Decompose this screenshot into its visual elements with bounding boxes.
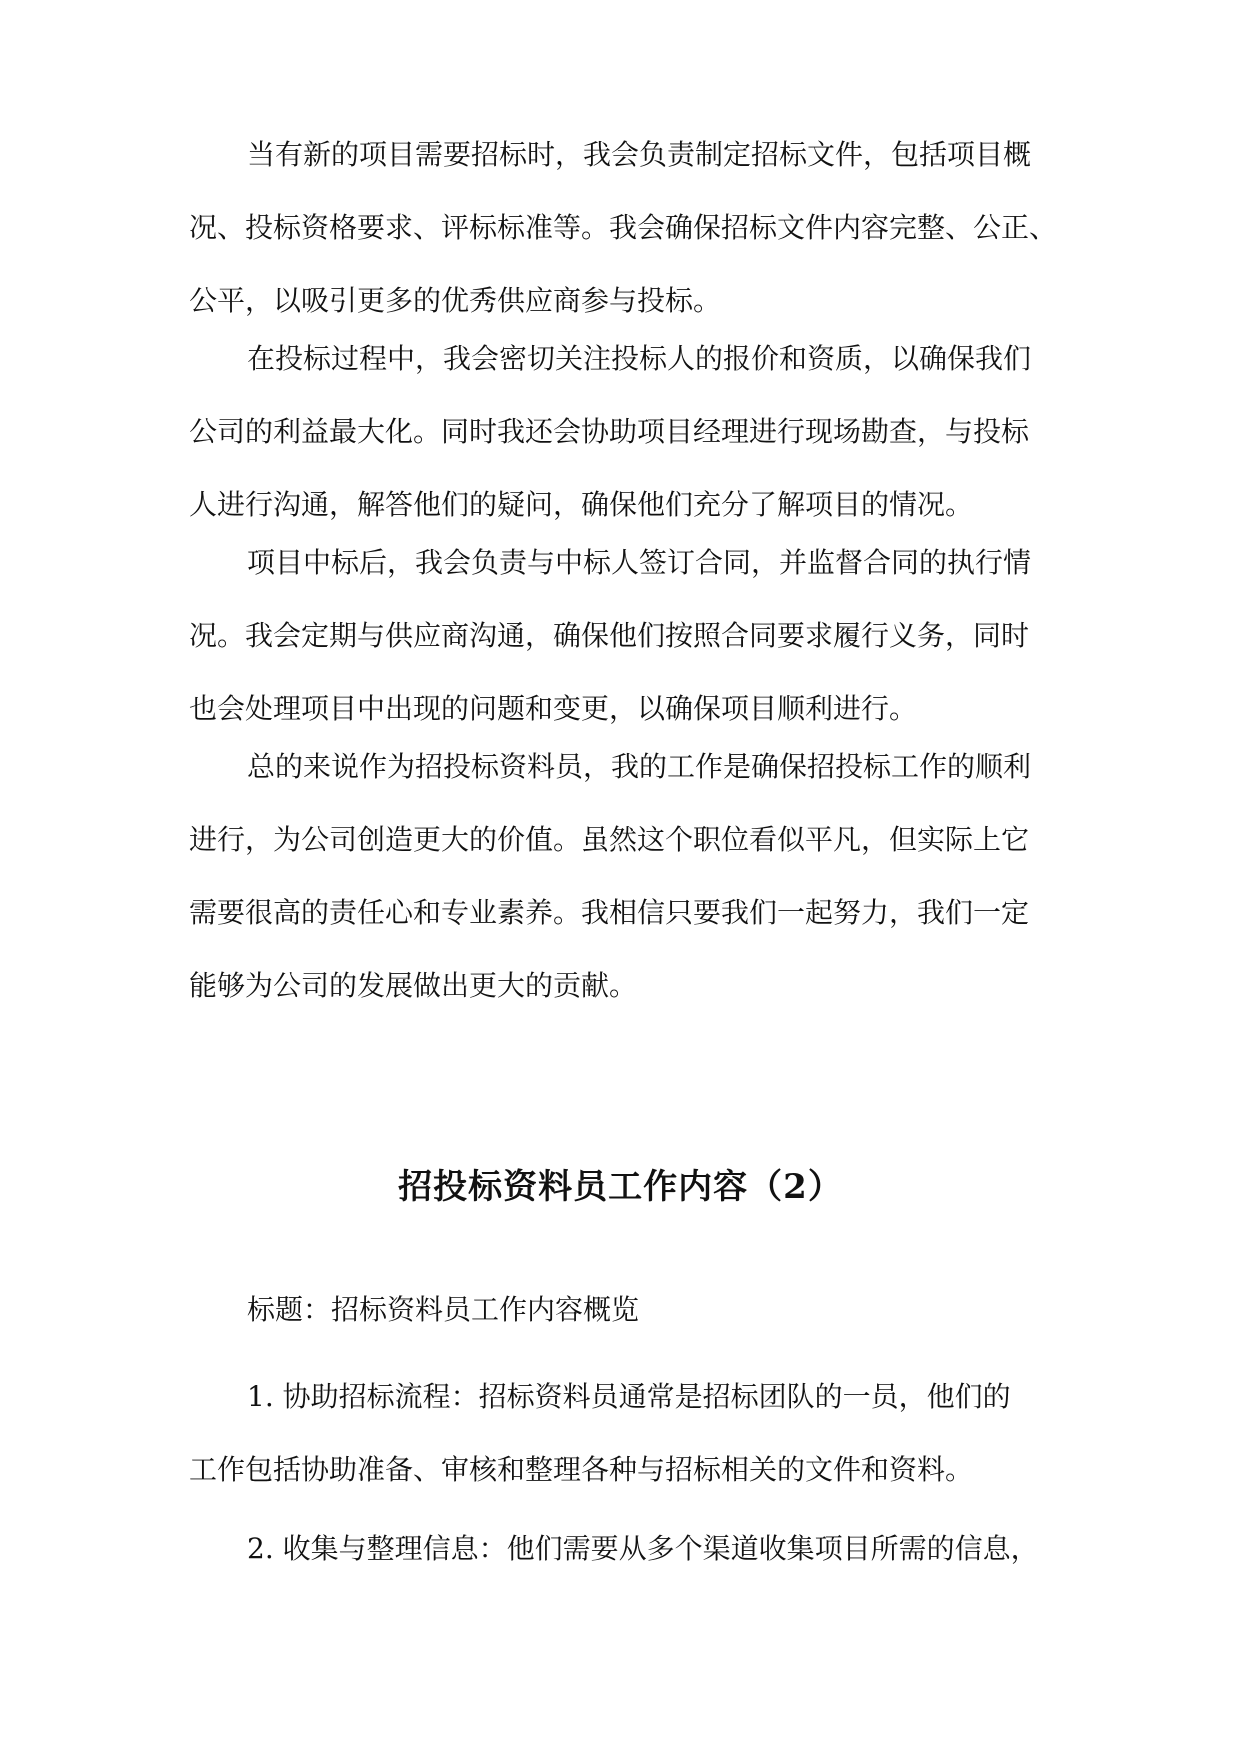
paragraph-1: [189, 118, 1058, 337]
paragraph-line: 在投标过程中，我会密切关注投标人的报价和资质，以确保我们: [247, 342, 1032, 375]
paragraph-line: 项目中标后，我会负责与中标人签订合同，并监督合同的执行情: [247, 546, 1032, 579]
paragraph-line: 进行，为公司创造更大的价值。虽然这个职位看似平凡，但实际上它: [189, 823, 1030, 856]
paragraph-line: 况。我会定期与供应商沟通，确保他们按照合同要求履行义务，同时: [189, 619, 1030, 652]
paragraph-line: 总的来说作为招投标资料员，我的工作是确保招投标工作的顺利: [247, 750, 1032, 783]
list-item-line: 2. 收集与整理信息：他们需要从多个渠道收集项目所需的信息，: [247, 1532, 1039, 1565]
paragraph-line: 况、投标资格要求、评标标准等。我会确保招标文件内容完整、公正、: [189, 211, 1058, 244]
section-heading: 招投标资料员工作内容（2）: [398, 1167, 843, 1207]
paragraph-line: 公司的利益最大化。同时我还会协助项目经理进行现场勘查，与投标: [189, 415, 1030, 448]
section-subtitle-block: [189, 1273, 1054, 1346]
paragraph-line: 当有新的项目需要招标时，我会负责制定招标文件，包括项目概: [247, 138, 1032, 171]
paragraph-4: [189, 730, 1054, 1022]
list-item-line: 工作包括协助准备、审核和整理各种与招标相关的文件和资料。: [189, 1453, 974, 1486]
section-subtitle: 标题：招标资料员工作内容概览: [247, 1293, 640, 1326]
list-item-2: [189, 1512, 1054, 1585]
paragraph-line: 也会处理项目中出现的问题和变更，以确保项目顺利进行。: [189, 692, 918, 725]
paragraph-3: [189, 526, 1054, 745]
list-item-1: [189, 1360, 1054, 1506]
paragraph-line: 公平，以吸引更多的优秀供应商参与投标。: [189, 284, 722, 317]
list-item-line: 1. 协助招标流程：招标资料员通常是招标团队的一员，他们的: [247, 1380, 1011, 1413]
paragraph-2: [189, 322, 1054, 541]
paragraph-line: 能够为公司的发展做出更大的贡献。: [189, 969, 638, 1002]
paragraph-line: 人进行沟通，解答他们的疑问，确保他们充分了解项目的情况。: [189, 488, 974, 521]
paragraph-line: 需要很高的责任心和专业素养。我相信只要我们一起努力，我们一定: [189, 896, 1030, 929]
